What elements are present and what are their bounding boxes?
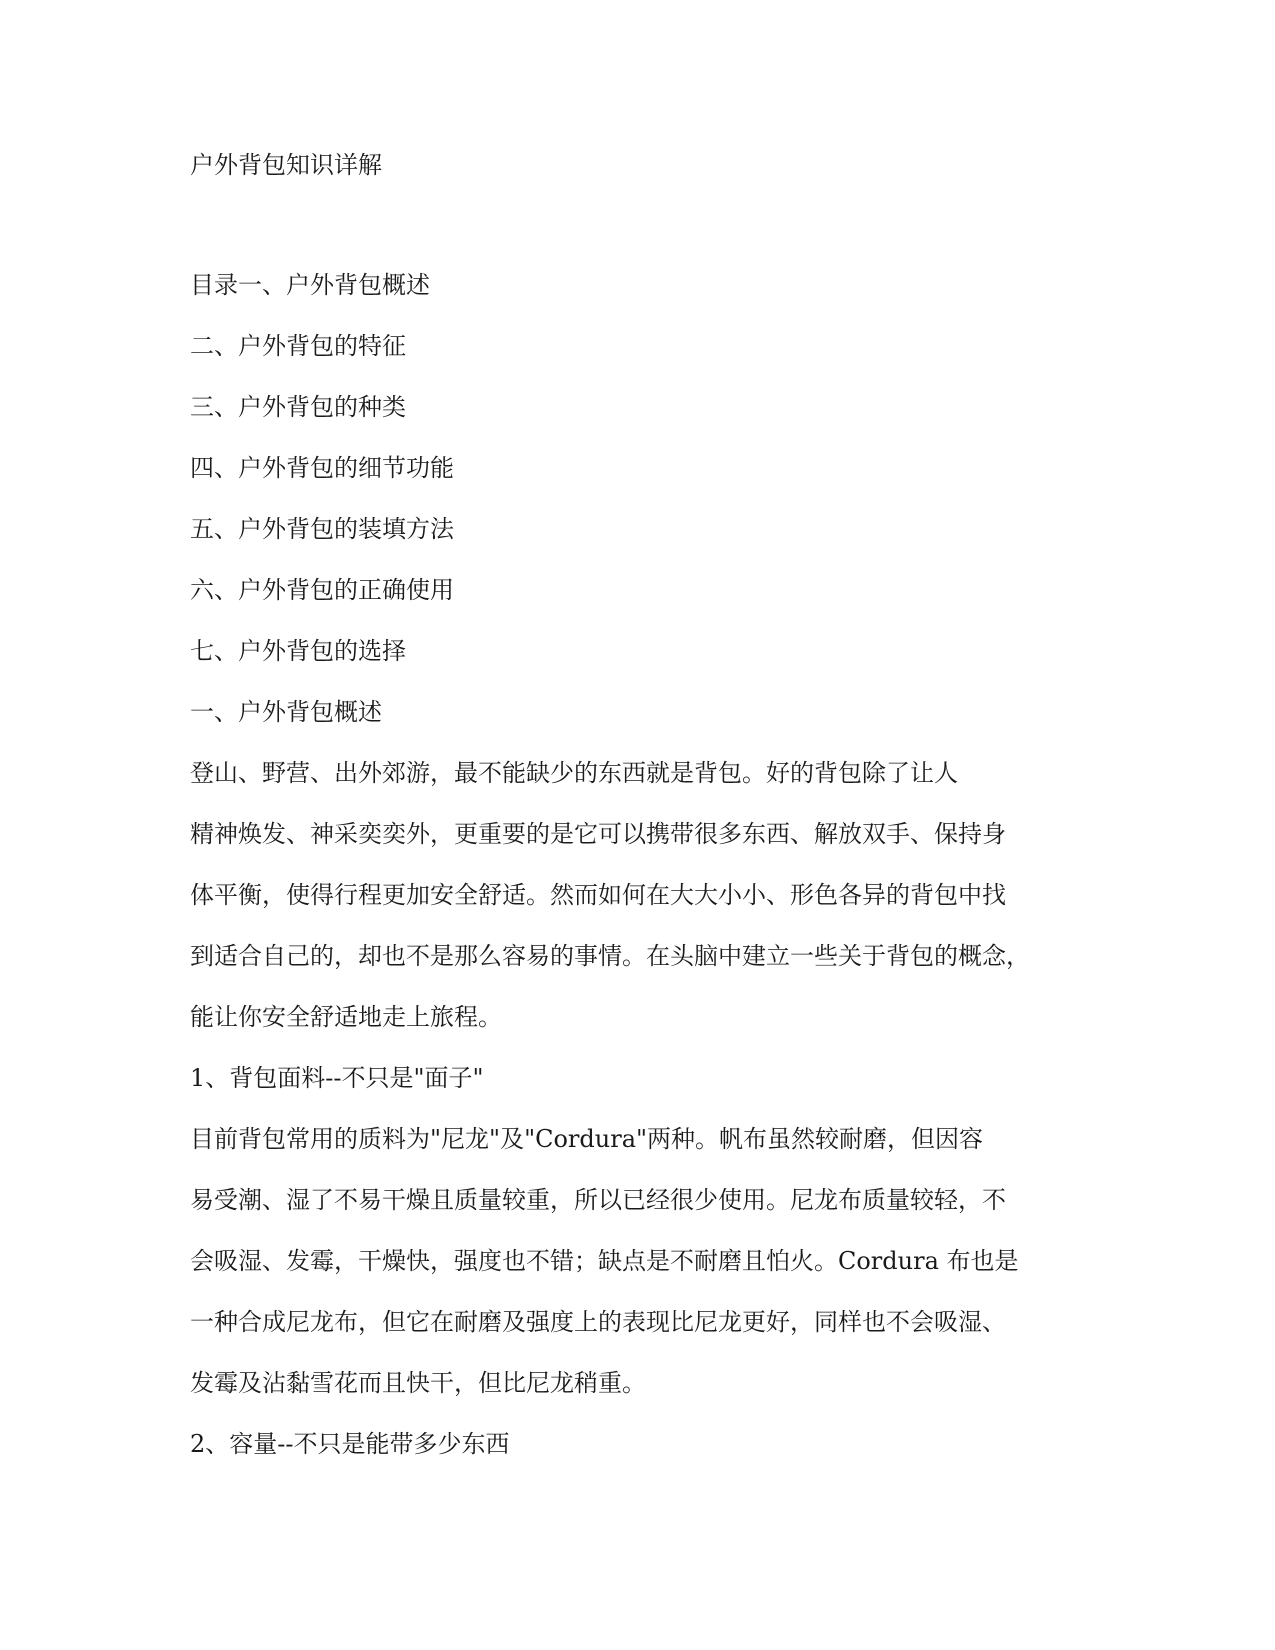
paragraph-line: 会吸湿、发霉，干燥快，强度也不错；缺点是不耐磨且怕火。Cordura 布也是	[190, 1247, 1019, 1275]
paragraph-line: 能让你安全舒适地走上旅程。	[190, 1003, 502, 1031]
section-heading: 一、户外背包概述	[190, 698, 382, 726]
toc-item: 三、户外背包的种类	[190, 393, 406, 421]
document-title: 户外背包知识详解	[190, 151, 382, 179]
paragraph-line: 发霉及沾黏雪花而且快干，但比尼龙稍重。	[190, 1369, 646, 1397]
subheading: 2、容量--不只是能带多少东西	[190, 1430, 510, 1458]
toc-item: 目录一、户外背包概述	[190, 271, 430, 299]
toc-item: 六、户外背包的正确使用	[190, 576, 454, 604]
toc-item: 二、户外背包的特征	[190, 332, 406, 360]
paragraph-line: 精神焕发、神采奕奕外，更重要的是它可以携带很多东西、解放双手、保持身	[190, 820, 1006, 848]
toc-item: 四、户外背包的细节功能	[190, 454, 454, 482]
paragraph-line: 目前背包常用的质料为"尼龙"及"Cordura"两种。帆布虽然较耐磨，但因容	[190, 1125, 984, 1153]
paragraph-line: 登山、野营、出外郊游，最不能缺少的东西就是背包。好的背包除了让人	[190, 759, 958, 787]
paragraph-line: 易受潮、湿了不易干燥且质量较重，所以已经很少使用。尼龙布质量较轻，不	[190, 1186, 1006, 1214]
toc-item: 七、户外背包的选择	[190, 637, 406, 665]
paragraph-line: 体平衡，使得行程更加安全舒适。然而如何在大大小小、形色各异的背包中找	[190, 881, 1006, 909]
toc-item: 五、户外背包的装填方法	[190, 515, 454, 543]
paragraph-line: 一种合成尼龙布，但它在耐磨及强度上的表现比尼龙更好，同样也不会吸湿、	[190, 1308, 1006, 1336]
paragraph-line: 到适合自己的，却也不是那么容易的事情。在头脑中建立一些关于背包的概念，	[190, 942, 1030, 970]
subheading: 1、背包面料--不只是"面子"	[190, 1064, 484, 1092]
